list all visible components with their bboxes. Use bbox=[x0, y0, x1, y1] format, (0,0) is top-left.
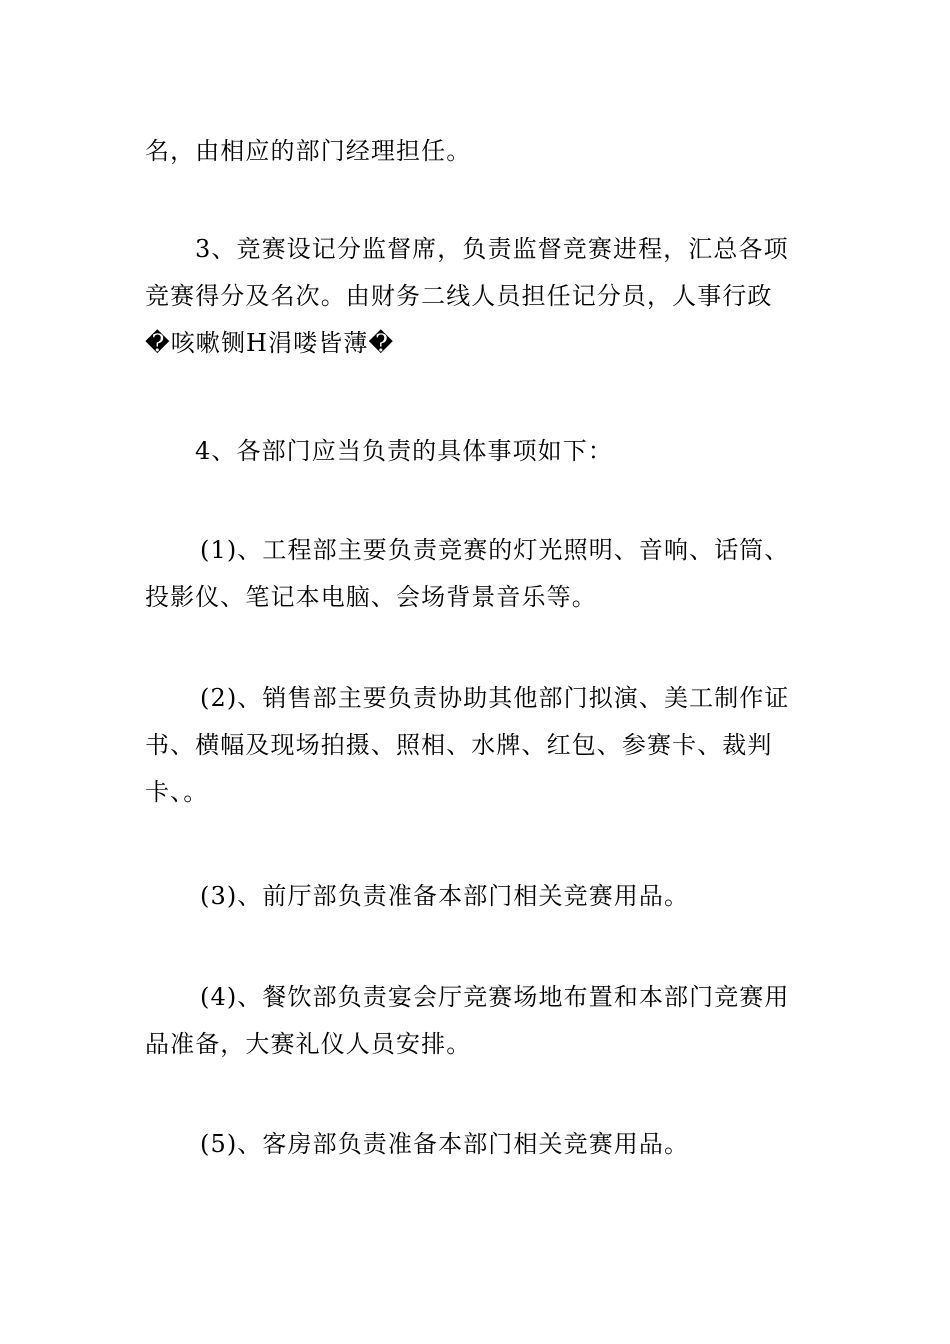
paragraph-duty-1-engineering bbox=[145, 527, 810, 621]
text-line: 书、横幅及现场拍摄、照相、水牌、红包、参赛卡、裁判 bbox=[145, 731, 773, 759]
text-line: (1)、工程部主要负责竞赛的灯光照明、音响、话筒、 bbox=[200, 536, 790, 564]
paragraph-duty-5-housekeeping bbox=[145, 1121, 810, 1168]
text-line: 3、竞赛设记分监督席，负责监督竞赛进程，汇总各项 bbox=[195, 235, 789, 263]
text-line: 名，由相应的部门经理担任。 bbox=[145, 137, 472, 165]
text-line: 投影仪、笔记本电脑、会场背景音乐等。 bbox=[145, 583, 597, 611]
paragraph-item-4-duties bbox=[145, 428, 810, 475]
text-line: (4)、餐饮部负责宴会厅竞赛场地布置和本部门竞赛用 bbox=[200, 983, 790, 1011]
text-line: 竞赛得分及名次。由财务二线人员担任记分员，人事行政 bbox=[145, 282, 773, 310]
paragraph-duty-4-food-beverage bbox=[145, 974, 810, 1068]
paragraph-duty-3-front-office bbox=[145, 873, 810, 920]
paragraph-duty-2-sales bbox=[145, 675, 810, 816]
paragraph-item-3-scoring bbox=[145, 226, 810, 367]
text-line: �咳嗽铡H涓喽皆薄� bbox=[145, 329, 395, 357]
text-line: (3)、前厅部负责准备本部门相关竞赛用品。 bbox=[200, 882, 690, 910]
text-line: 卡、。 bbox=[145, 778, 209, 806]
paragraph-manager-role bbox=[145, 128, 810, 175]
text-line: (2)、销售部主要负责协助其他部门拟演、美工制作证 bbox=[200, 684, 790, 712]
text-line: 品准备，大赛礼仪人员安排。 bbox=[145, 1030, 472, 1058]
text-line: (5)、客房部负责准备本部门相关竞赛用品。 bbox=[200, 1130, 690, 1158]
text-line: 4、各部门应当负责的具体事项如下： bbox=[195, 437, 613, 465]
